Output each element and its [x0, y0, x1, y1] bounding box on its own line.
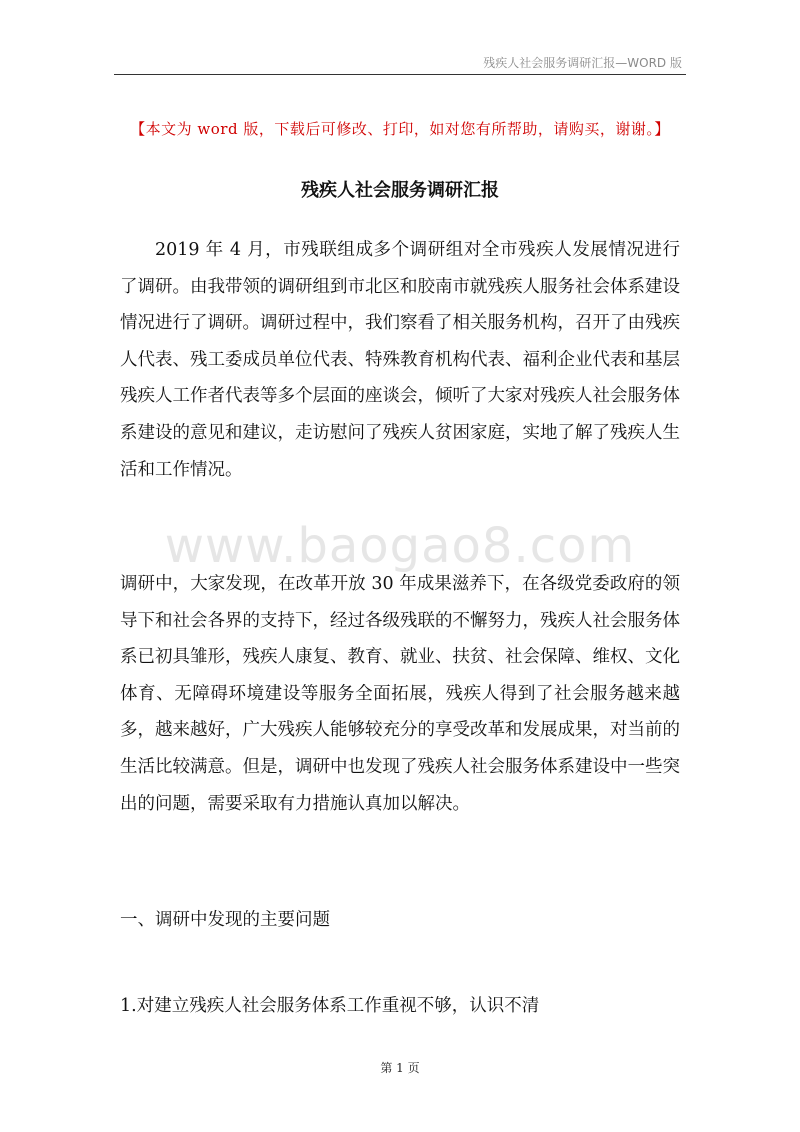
- document-title: 残疾人社会服务调研汇报: [301, 180, 499, 201]
- body-paragraph-2: 调研中，大家发现，在改革开放 30 年成果滋养下，在各级党委政府的领导下和社会各界的支持下，经过各级残联的不懈努力，残疾人社会服务体系已初具雏形，残疾人康复、教育、就业、扶贫、社会保障、维权、文化体育、无障碍环境建设等服务全面拓展，残疾人得到了社会服务越来越多，越来越好，广大残疾人能够较充分的享受改革和发展成果，对当前的生活比较满意。但是，调研中也发现了残疾人社会服务体系建设中一些突出的问题，需要采取有力措施认真加以解决。: [120, 574, 680, 814]
- body-paragraph-1: 2019 年 4 月，市残联组成多个调研组对全市残疾人发展情况进行了调研。由我带领的调研组到市北区和胶南市就残疾人服务社会体系建设情况进行了调研。调研过程中，我们察看了相关服务机构，召开了由残疾人代表、残工委成员单位代表、特殊教育机构代表、福利企业代表和基层残疾人工作者代表等多个层面的座谈会，倾听了大家对残疾人社会服务体系建设的意见和建议，走访慰问了残疾人贫困家庭，实地了解了残疾人生活和工作情况。: [120, 240, 680, 480]
- section-heading: 一、调研中发现的主要问题: [120, 910, 330, 930]
- watermark-text: www.baogao8.com: [164, 518, 636, 574]
- subsection-heading: 1.对建立残疾人社会服务体系工作重视不够，认识不清: [120, 996, 540, 1016]
- running-header: 残疾人社会服务调研汇报—WORD 版: [483, 56, 682, 70]
- header-divider: [114, 74, 686, 75]
- purchase-notice: 【本文为 word 版，下载后可修改、打印，如对您有所帮助，请购买，谢谢。】: [130, 120, 670, 138]
- page-number: 第 1 页: [380, 1061, 420, 1075]
